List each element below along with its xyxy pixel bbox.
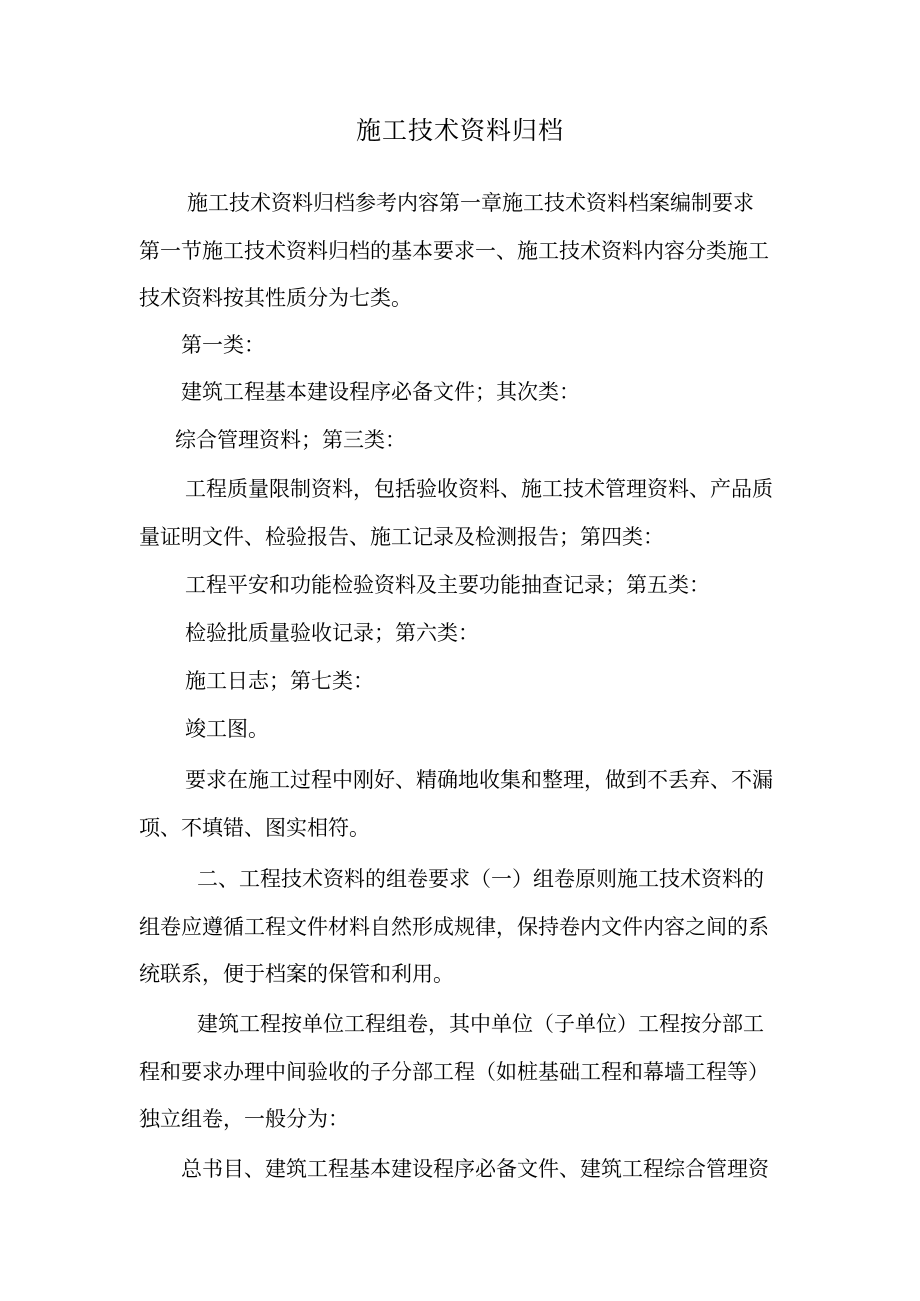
paragraph-line: 工程质量限制资料，包括验收资料、施工技术管理资料、产品质 — [185, 477, 773, 501]
paragraph-line: 统联系，便于档案的保管和利用。 — [139, 962, 454, 986]
document-title: 施工技术资料归档 — [355, 116, 564, 145]
paragraph — [139, 466, 799, 561]
paragraph-line: 要求在施工过程中刚好、精确地收集和整理，做到不丢弃、不漏 — [185, 768, 773, 792]
paragraph — [139, 562, 799, 610]
paragraph-line: 第一节施工技术资料归档的基本要求一、施工技术资料内容分类施工 — [139, 238, 769, 263]
paragraph-line: 工程平安和功能检验资料及主要功能抽查记录；第五类： — [185, 573, 710, 597]
paragraph-line: 施工日志；第七类： — [185, 669, 374, 693]
paragraph — [139, 180, 799, 323]
paragraph-line: 技术资料按其性质分为七类。 — [139, 286, 412, 310]
paragraph-line: 建筑工程基本建设程序必备文件；其次类： — [181, 380, 580, 404]
paragraph-line: 程和要求办理中间验收的子分部工程（如桩基础工程和幕墙工程等） — [139, 1059, 769, 1084]
paragraph — [139, 757, 799, 852]
paragraph-line: 施工技术资料归档参考内容第一章施工技术资料档案编制要求 — [187, 191, 754, 215]
paragraph-line: 综合管理资料；第三类： — [175, 428, 406, 452]
paragraph-line: 竣工图。 — [185, 717, 269, 741]
paragraph — [139, 610, 799, 658]
paragraph-line: 项、不填错、图实相符。 — [139, 815, 370, 840]
paragraph — [139, 1001, 799, 1144]
paragraph-line: 量证明文件、检验报告、施工记录及检测报告；第四类： — [139, 524, 664, 549]
paragraph — [139, 856, 799, 999]
paragraph-line: 二、工程技术资料的组卷要求（一）组卷原则施工技术资料的 — [197, 867, 764, 891]
paragraph — [139, 658, 799, 706]
paragraph — [139, 369, 799, 417]
paragraph — [139, 1146, 799, 1194]
paragraph-line: 建筑工程按单位工程组卷，其中单位（子单位）工程按分部工 — [197, 1012, 764, 1036]
paragraph — [139, 417, 799, 465]
paragraph-line: 总书目、建筑工程基本建设程序必备文件、建筑工程综合管理资 — [181, 1157, 769, 1181]
paragraph-line: 组卷应遵循工程文件材料自然形成规律，保持卷内文件内容之间的系 — [139, 914, 769, 939]
paragraph — [139, 322, 799, 370]
paragraph-line: 第一类： — [181, 333, 265, 357]
paragraph-line: 检验批质量验收记录；第六类： — [185, 621, 479, 645]
paragraph — [139, 706, 799, 754]
paragraph-line: 独立组卷，一般分为： — [139, 1107, 349, 1131]
